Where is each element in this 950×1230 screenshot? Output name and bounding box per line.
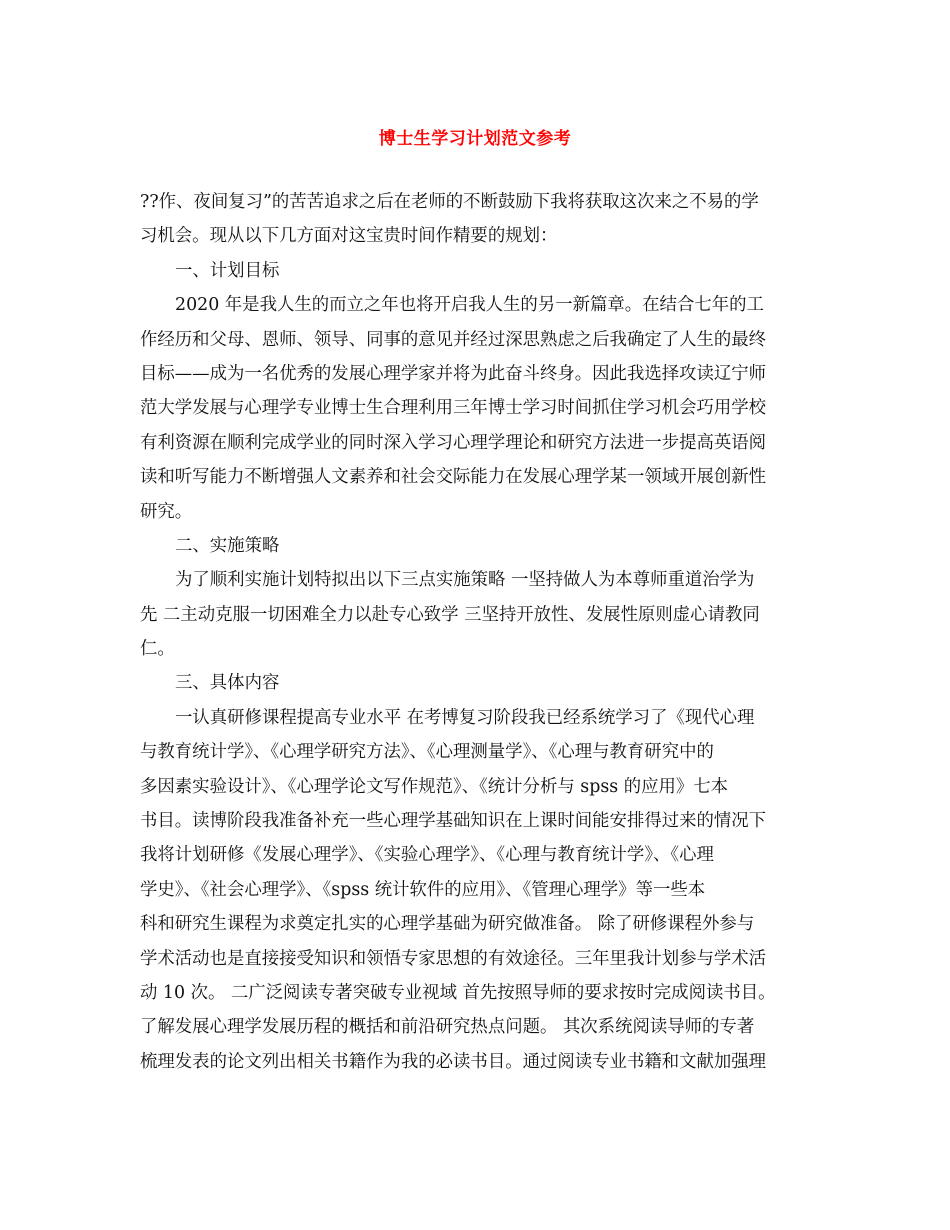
text-line: ??作、夜间复习”的苦苦追求之后在老师的不断鼓励下我将获取这次来之不易的学	[140, 192, 759, 212]
text-line: 范大学发展与心理学专业博士生合理利用三年博士学习时间抓住学习机会巧用学校	[140, 398, 767, 419]
document-title: 博士生学习计划范文参考	[378, 129, 572, 149]
text-line: 有利资源在顺利完成学业的同时深入学习心理学理论和研究方法进一步提高英语阅	[140, 432, 767, 453]
text-line: 了解发展心理学发展历程的概括和前沿研究热点问题。 其次系统阅读导师的专著	[140, 1017, 755, 1038]
document-body	[140, 185, 822, 1079]
text-line: 读和听写能力不断增强人文素养和社会交际能力在发展心理学某一领域开展创新性	[140, 467, 767, 488]
text-line: 习机会。现从以下几方面对这宝贵时间作精要的规划：	[140, 226, 558, 247]
text-line: 书目。读博阶段我准备补充一些心理学基础知识在上课时间能安排得过来的情况下	[140, 811, 767, 832]
text-line: 学史》、《社会心理学》、《spss 统计软件的应用》、《管理心理学》等一些本	[140, 879, 706, 900]
text-line: 一认真研修课程提高专业水平 在考博复习阶段我已经系统学习了《现代心理	[175, 707, 755, 728]
text-line: 仁。	[140, 639, 175, 660]
text-line: 先 二主动克服一切困难全力以赴专心致学 三坚持开放性、发展性原则虚心请教同	[140, 604, 760, 625]
text-line: 二、实施策略	[175, 535, 280, 556]
text-line: 一、计划目标	[175, 260, 280, 281]
text-line: 动 10 次。 二广泛阅读专著突破专业视域 首先按照导师的要求按时完成阅读书目。	[140, 982, 776, 1003]
text-line: 学术活动也是直接接受知识和领悟专家思想的有效途径。三年里我计划参与学术活	[140, 948, 767, 969]
text-line: 目标——成为一名优秀的发展心理学家并将为此奋斗终身。因此我选择攻读辽宁师	[140, 363, 767, 384]
text-line: 我将计划研修《发展心理学》、《实验心理学》、《心理与教育统计学》、《心理	[140, 845, 714, 866]
text-line: 多因素实验设计》、《心理学论文写作规范》、《统计分析与 spss 的应用》七本	[140, 776, 729, 797]
text-line: 梳理发表的论文列出相关书籍作为我的必读书目。通过阅读专业书籍和文献加强理	[140, 1051, 767, 1072]
text-line: 三、具体内容	[175, 673, 280, 694]
text-line: 研究。	[140, 501, 193, 522]
text-line: 为了顺利实施计划特拟出以下三点实施策略 一坚持做人为本尊师重道治学为	[175, 570, 755, 591]
text-line: 2020 年是我人生的而立之年也将开启我人生的另一新篇章。在结合七年的工	[175, 295, 764, 316]
text-line: 作经历和父母、恩师、领导、同事的意见并经过深思熟虑之后我确定了人生的最终	[140, 329, 767, 350]
text-line: 与教育统计学》、《心理学研究方法》、《心理测量学》、《心理与教育研究中的	[140, 742, 714, 763]
text-line: 科和研究生课程为求奠定扎实的心理学基础为研究做准备。 除了研修课程外参与	[140, 914, 755, 935]
